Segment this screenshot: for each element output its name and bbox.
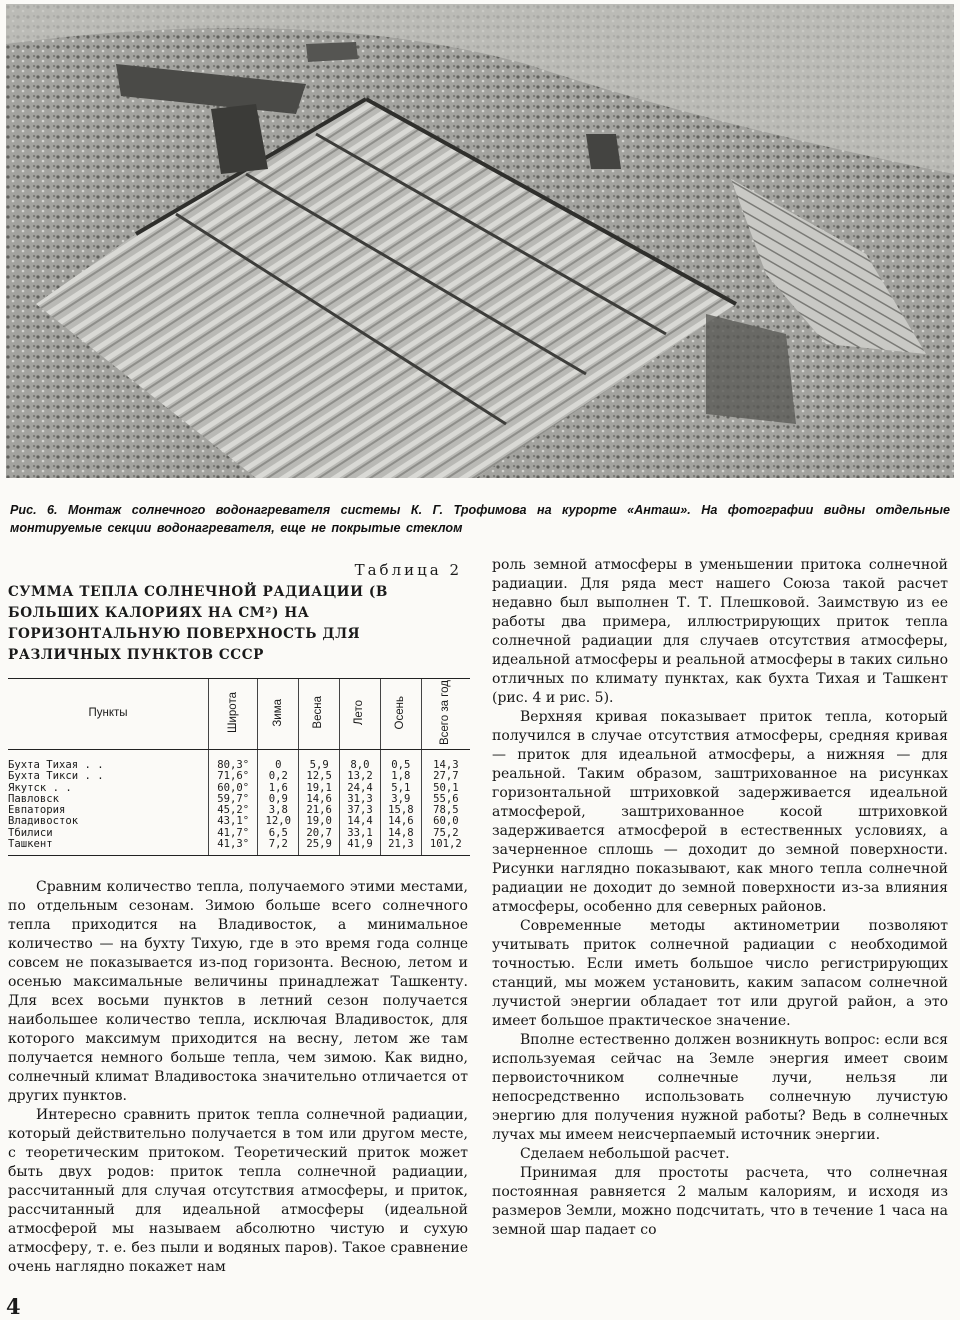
left-paragraph-2: Интересно сравнить приток тепла солнечной радиации, который действительно получается в том или другом месте, с теоретическим притоком. Теоретический приток может быть двух родов: приток тепла солнечной радиации, рассчитанный для случая отсутствия атмосферы, и приток, рассчитанный для идеальной атмосферы (идеальной атмосферой мы называем абсолютно чистую и сухую атмосферу, т. е. без пыли и водяных паров). Такое сравнение очень наглядно покажет нам [8, 1107, 468, 1276]
table-row: Бухта Тихая . . 80,3° 0 5,9 8,0 0,5 14,3 [8, 750, 470, 772]
header-latitude: Широта [209, 679, 258, 750]
table-row: Павловск 59,7° 0,9 14,6 31,3 3,9 55,6 [8, 794, 470, 805]
table-row: Якутск . . 60,0° 1,6 19,1 24,4 5,1 50,1 [8, 783, 470, 794]
page-number: 4 [6, 1294, 21, 1319]
photo-illustration [6, 4, 954, 478]
header-spring: Весна [299, 679, 340, 750]
table-row: Тбилиси 41,7° 6,5 20,7 33,1 14,8 75,2 [8, 828, 470, 839]
right-column [492, 556, 948, 1240]
header-points: Пункты [8, 679, 209, 750]
table-title: СУММА ТЕПЛА СОЛНЕЧНОЙ РАДИАЦИИ (В БОЛЬШИХ КАЛОРИЯХ НА СМ²) НА ГОРИЗОНТАЛЬНУЮ ПОВЕРХНОСТЬ ДЛЯ РАЗЛИЧНЫХ ПУНКТОВ СССР [8, 584, 389, 663]
table-row: Ташкент 41,3° 7,2 25,9 41,9 21,3 101,2 [8, 839, 470, 856]
right-paragraph-2: Верхняя кривая показывает приток тепла, который получился в случае отсутствия атмосферы, средняя кривая — приток для идеальной атмосферы, а нижняя — для реальной. Таким образом, заштрихованное на рисунках горизонтальной штриховкой задерживается идеальной атмосферой, заштрихованное косой штриховкой задерживается атмосферой в естественных условиях, а зачерненное сплошь — доходит до земной поверхности. Рисунки наглядно показывают, как много тепла солнечной радиации не доходит до земной поверхности из-за влияния атмосферы, особенно для северных районов. [492, 709, 948, 915]
header-summer: Лето [340, 679, 381, 750]
table-row: Владивосток 43,1° 12,0 19,0 14,4 14,6 60,0 [8, 816, 470, 827]
header-total: Всего за год [421, 679, 470, 750]
photo-solar-heater [6, 4, 954, 478]
right-paragraph-3: Современные методы актинометрии позволяют учитывать приток солнечной радиации с необходимой точностью. Если иметь большое число регистрирующих станций, мы можем установить, каким запасом солнечной лучистой энергии обладает тот или другой район, а это имеет большое практическое значение. [492, 918, 948, 1029]
left-paragraph-1: Сравним количество тепла, получаемого этими местами, по отдельным сезонам. Зимою больше всего солнечного тепла приходится на Владивосток, а минимальное количество — на бухту Тихую, где в это время года солнце совсем не показывается из-под горизонта. Весною, летом и осенью максимальные величины принадлежат Ташкенту. Для всех восьми пунктов в летний сезон получается наибольшее количество тепла, исключая Владивосток, для которого максимум приходится на весну, летом же там получается немного больше тепла, чем зимою. Как видно, солнечный климат Владивостока значительно отличается от других пунктов. [8, 879, 468, 1105]
right-paragraph-1: роль земной атмосферы в уменьшении притока солнечной радиации. Для ряда мест нашего Союза такой расчет недавно был выполнен Т. Т. Плешковой. Заимствую из ее работы два примера, иллюстрирующих приток тепла солнечной радиации для случаев отсутствия атмосферы, идеальной атмосферы и реальной атмосферы в таких сильно отличных по климату пунктах, как бухта Тихая и Ташкент (рис. 4 и рис. 5). [492, 557, 948, 706]
left-column [8, 560, 468, 1277]
table-header-row [8, 679, 470, 750]
header-winter: Зима [258, 679, 299, 750]
table-row: Евпатория 45,2° 3,8 21,6 37,3 15,8 78,5 [8, 805, 470, 816]
right-paragraph-6: Принимая для простоты расчета, что солнечная постоянная равняется 2 малым калориям, и исходя из размеров Земли, можно подсчитать, что в течение 1 часа на земной шар падает со [492, 1165, 948, 1238]
right-paragraph-5: Сделаем небольшой расчет. [520, 1146, 730, 1162]
table-row: Бухта Тикси . . 71,6° 0,2 12,5 13,2 1,8 27,7 [8, 771, 470, 782]
right-paragraph-4: Вполне естественно должен возникнуть вопрос: если вся используемая сейчас на Земле энергия имеет своим первоисточником солнечные лучи, нельзя ли непосредственно использовать солнечную лучистую энергию для получения нужной работы? Ведь в солнечных лучах мы имеем неисчерпаемый источник энергии. [492, 1032, 948, 1143]
radiation-table [8, 678, 470, 856]
photo-caption: Рис. 6. Монтаж солнечного водонагревателя системы К. Г. Трофимова на курорте «Анташ». На фотографии видны отдельные монтируемые секции водонагревателя, еще не покрытые стеклом [10, 503, 950, 535]
table-number: Таблица 2 [354, 561, 462, 579]
header-autumn: Осень [380, 679, 421, 750]
